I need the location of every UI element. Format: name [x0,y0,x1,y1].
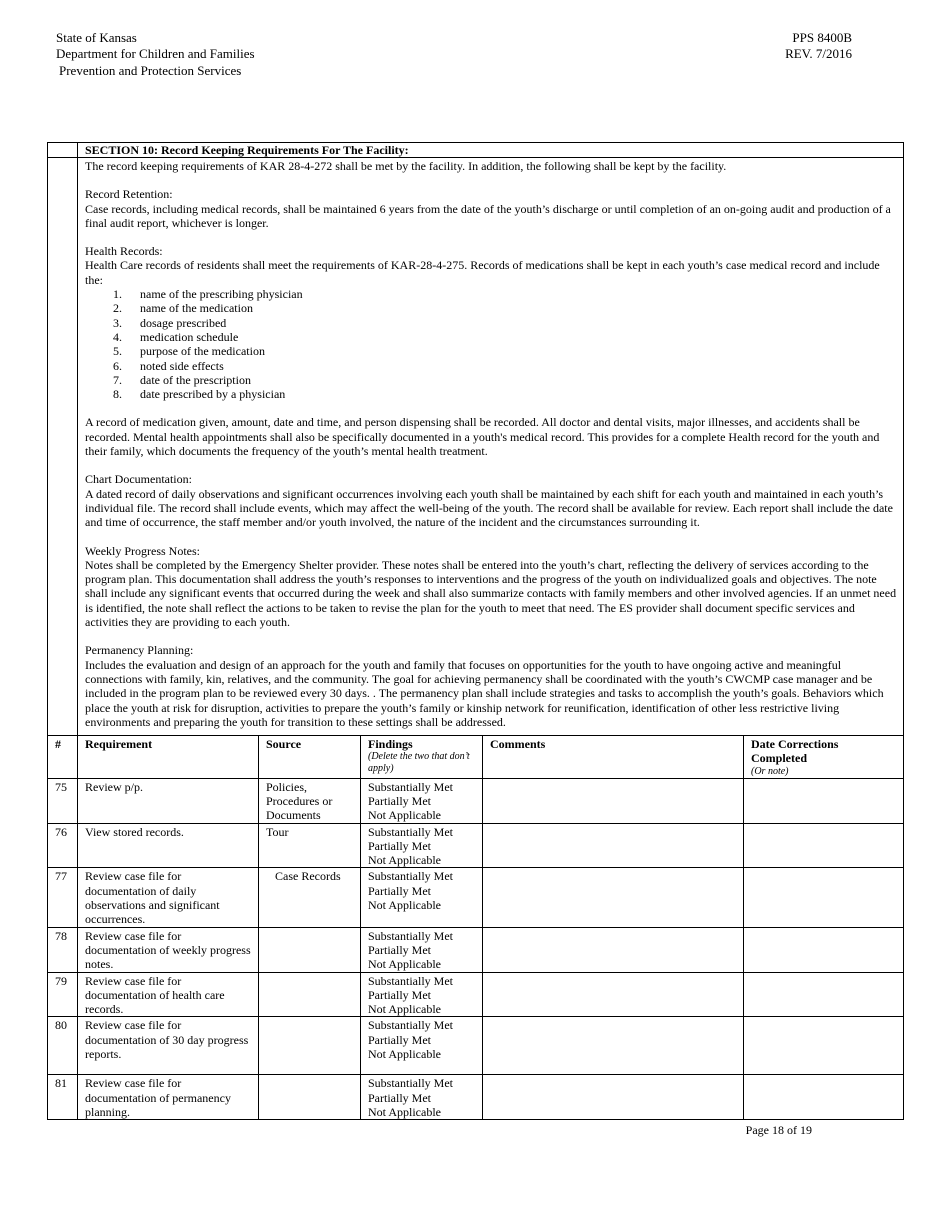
header-state: State of Kansas [56,30,137,45]
health-record-list [85,287,896,401]
header-department: Department for Children and Families [56,46,255,62]
row-source [259,1075,361,1120]
row-requirement: View stored records. [78,823,259,868]
row-findings[interactable]: Substantially Met Partially Met Not Applicable [361,778,483,823]
health-text: Health Care records of residents shall meet the requirements of KAR-28-4-275. Records of medications shall be kept in each youth’s case medical record and include the: [85,258,880,287]
list-item: 6. noted side effects [113,358,224,373]
row-number: 76 [48,823,78,868]
weekly-heading: Weekly Progress Notes: [85,543,201,558]
table-row [48,1017,904,1075]
list-item: 8. date prescribed by a physician [113,387,286,402]
row-number: 79 [48,972,78,1017]
findings-note: (Delete the two that don’t apply) [368,751,470,775]
row-number: 80 [48,1017,78,1075]
permanency-heading: Permanency Planning: [85,643,194,658]
row-findings[interactable]: Substantially Met Partially Met Not Applicable [361,868,483,927]
row-source [259,972,361,1017]
table-row [48,778,904,823]
section-body-row [48,158,904,736]
section-10-table [47,142,904,1120]
row-source [259,927,361,972]
row-findings[interactable]: Substantially Met Partially Met Not Applicable [361,1017,483,1075]
row-number: 75 [48,778,78,823]
row-date-corrections[interactable] [744,972,904,1017]
section-body [78,158,904,736]
row-comments[interactable] [483,1075,744,1120]
row-number: 77 [48,868,78,927]
row-requirement: Review case file for documentation of 30 day progress reports. [78,1017,259,1075]
row-findings[interactable]: Substantially Met Partially Met Not Applicable [361,972,483,1017]
row-requirement: Review case file for documentation of health care records. [78,972,259,1017]
row-date-corrections[interactable] [744,868,904,927]
row-date-corrections[interactable] [744,778,904,823]
section-title-row [48,143,904,158]
row-comments[interactable] [483,1017,744,1075]
col-header-requirement: Requirement [78,736,259,779]
list-item: 7. date of the prescription [113,372,251,387]
table-header-row [48,736,904,779]
row-requirement: Review case file for documentation of weekly progress notes. [78,927,259,972]
row-number: 81 [48,1075,78,1120]
table-row [48,1075,904,1120]
list-item: 4. medication schedule [113,329,239,344]
header-division: Prevention and Protection Services [59,62,242,78]
date-note: (Or note) [751,765,789,777]
header-form-id [785,30,852,63]
weekly-text: Notes shall be completed by the Emergency Shelter provider. These notes shall be entered into the youth’s chart, reflecting the delivery of services according to the program plan. This documentation shall address the youth’s responses to interventions and the progress of the youth on individualized goals and objectives. The note shall include any significant events that occurred during the week and shall also summarize contacts with family members and other involved agencies. If an unmet need is identified, the note shall reflect the actions to be taken to revise the plan for the youth to meet that need. The ES provider shall document specific services and activities they are providing to each youth. [85,557,897,630]
row-comments[interactable] [483,868,744,927]
row-date-corrections[interactable] [744,1075,904,1120]
table-row [48,927,904,972]
table-row [48,823,904,868]
retention-heading: Record Retention: [85,187,173,202]
col-header-source: Source [259,736,361,779]
row-comments[interactable] [483,778,744,823]
row-comments[interactable] [483,927,744,972]
row-source: Tour [259,823,361,868]
header-form-number: PPS 8400B [792,30,852,45]
list-item: 3. dosage prescribed [113,315,227,330]
row-date-corrections[interactable] [744,927,904,972]
col-header-date: Date Corrections Completed (Or note) [744,736,904,779]
col-header-num: # [48,736,78,779]
medication-text: A record of medication given, amount, date and time, and person dispensing shall be recorded. All doctor and dental visits, major illnesses, and accidents shall be recorded. Mental health appointments shall also be specifically documented in a youth's medical record. This provides for a complete Health record for the youth and their family, which documents the frequency of the youth’s mental health treatment. [85,415,880,459]
row-findings[interactable]: Substantially Met Partially Met Not Applicable [361,1075,483,1120]
list-item: 2. name of the medication [113,301,253,316]
header-agency [56,30,255,79]
list-item: 5. purpose of the medication [113,344,265,359]
row-number: 78 [48,927,78,972]
page-number: Page 18 of 19 [745,1123,812,1137]
col-header-findings: Findings (Delete the two that don’t apply) [361,736,483,779]
row-source: Case Records [259,868,361,927]
row-source [259,1017,361,1075]
table-row [48,868,904,927]
table-row [48,972,904,1017]
row-findings[interactable]: Substantially Met Partially Met Not Applicable [361,823,483,868]
chart-heading: Chart Documentation: [85,472,192,487]
col-header-comments: Comments [483,736,744,779]
chart-text: A dated record of daily observations and significant occurrences involving each youth shall be maintained by each shift for each youth and maintained in each youth’s individual file. The record shall include events, which may affect the well-being of the youth. The record shall be available for review. Each report shall include the date and time of occurrence, the staff member and/or youth involved, the nature of the incident and the circumstances surrounding it. [85,486,893,530]
row-requirement: Review case file for documentation of daily observations and significant occurrences. [78,868,259,927]
row-requirement: Review p/p. [78,778,259,823]
row-requirement: Review case file for documentation of permanency planning. [78,1075,259,1120]
row-findings[interactable]: Substantially Met Partially Met Not Applicable [361,927,483,972]
header-revision: REV. 7/2016 [785,46,852,62]
row-date-corrections[interactable] [744,1017,904,1075]
section-intro: The record keeping requirements of KAR 28-4-272 shall be met by the facility. In addition, the following shall be kept by the facility. [85,159,727,173]
row-source: Policies, Procedures or Documents [259,778,361,823]
row-comments[interactable] [483,972,744,1017]
permanency-text: Includes the evaluation and design of an approach for the youth and family that focuses on opportunities for the youth to have ongoing active and meaningful connections with family, kin, relatives, and the community. The goal for achieving permanency shall be coordinated with the youth’s CWCMP case manager and be included in the program plan to be reviewed every 30 days. . The permanency plan shall include strategies and tasks to accomplish the youth’s goals. Behaviors which place the youth at risk for disruption, activities to prepare the youth’s family or kinship network for reunification, identification of other less restrictive living environments and preparing the youth for transition to these settings shall be addressed. [85,657,884,729]
list-item: 1. name of the prescribing physician [113,287,303,302]
section-title: SECTION 10: Record Keeping Requirements For The Facility: [78,143,904,158]
health-heading: Health Records: [85,244,163,259]
retention-text: Case records, including medical records, shall be maintained 6 years from the date of the youth’s discharge or until completion of an on-going audit and production of a final audit report, whichever is longer. [85,201,891,230]
row-date-corrections[interactable] [744,823,904,868]
row-comments[interactable] [483,823,744,868]
